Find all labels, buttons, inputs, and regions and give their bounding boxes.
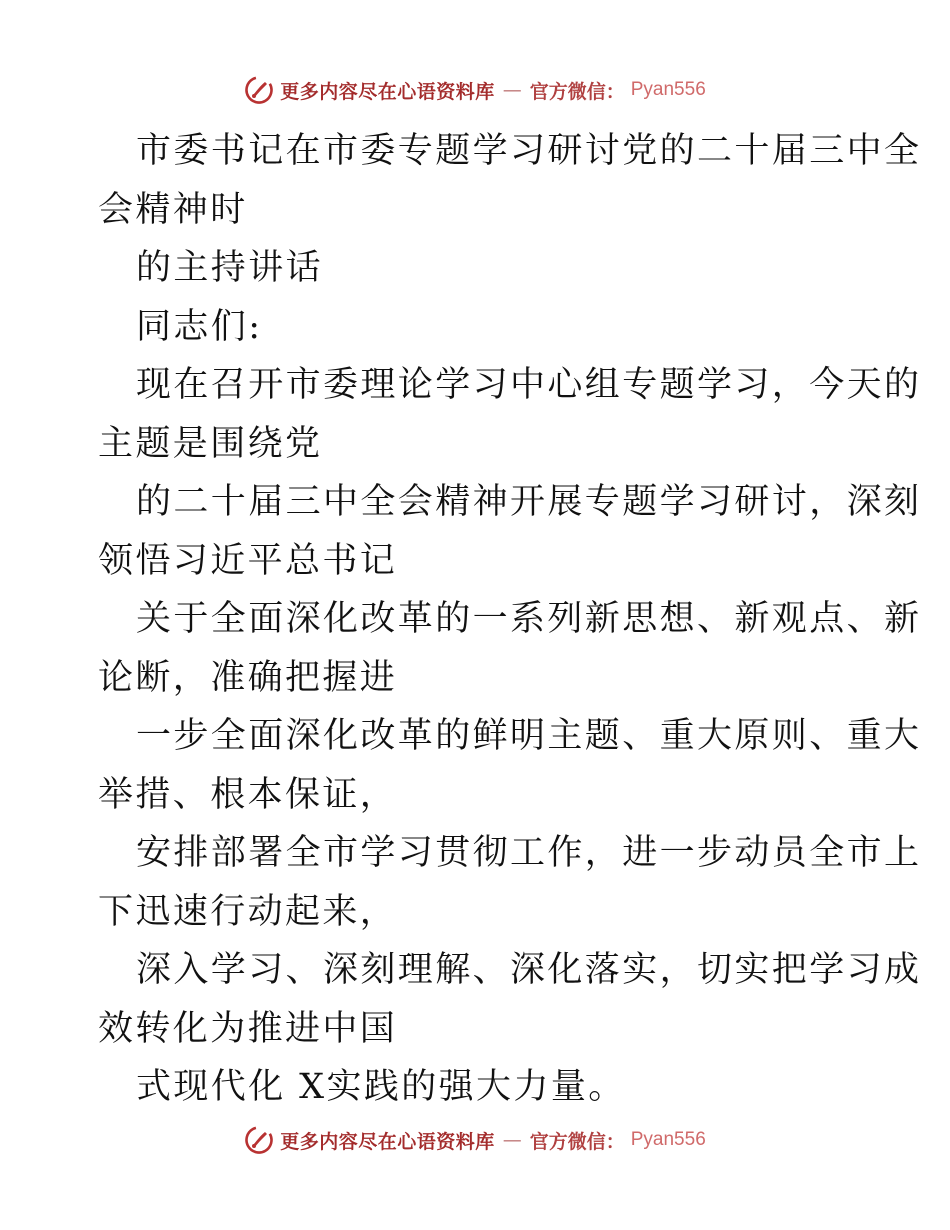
header-brand-text: 更多内容尽在心语资料库 xyxy=(280,80,495,103)
text-line-7: 的二十届三中全会精神开展专题学习研讨，深刻 xyxy=(136,482,922,522)
text-line-12: 举措、根本保证， xyxy=(98,774,398,815)
text-line-16: 效转化为推进中国 xyxy=(98,1008,398,1049)
text-line-13: 安排部署全市学习贯彻工作，进一步动员全市上 xyxy=(136,833,922,873)
footer-wechat-id: Pyan556 xyxy=(630,1129,706,1150)
document-body xyxy=(98,122,922,1117)
header-separator: — xyxy=(502,79,522,101)
text-line-10: 论断，准确把握进 xyxy=(98,657,398,698)
footer-wechat-label: 官方微信： xyxy=(529,1130,625,1153)
text-line-17: 式现代化 X实践的强大力量。 xyxy=(136,1067,626,1107)
header-wechat-label: 官方微信： xyxy=(529,80,625,103)
text-line-1: 市委书记在市委专题学习研讨党的二十届三中全 xyxy=(136,131,922,171)
text-line-2: 会精神时 xyxy=(98,189,248,230)
text-line-15: 深入学习、深刻理解、深化落实，切实把学习成 xyxy=(136,950,922,990)
text-line-8: 领悟习近平总书记 xyxy=(98,540,398,581)
text-line-6: 主题是围绕党 xyxy=(98,423,323,464)
text-line-9: 关于全面深化改革的一系列新思想、新观点、新 xyxy=(136,599,922,639)
footer-brand-text: 更多内容尽在心语资料库 xyxy=(280,1130,495,1153)
text-line-5: 现在召开市委理论学习中心组专题学习，今天的 xyxy=(136,365,922,405)
ink-brush-logo-icon xyxy=(244,1125,274,1155)
footer-separator: — xyxy=(502,1129,522,1151)
text-line-3: 的主持讲话 xyxy=(136,248,324,288)
ink-brush-logo-icon xyxy=(244,75,274,105)
header-wechat-id: Pyan556 xyxy=(630,79,706,100)
footer-banner xyxy=(0,1120,950,1160)
text-line-11: 一步全面深化改革的鲜明主题、重大原则、重大 xyxy=(136,716,922,756)
text-line-14: 下迅速行动起来， xyxy=(98,891,398,932)
text-line-4: 同志们: xyxy=(136,306,263,347)
header-banner xyxy=(0,70,950,110)
